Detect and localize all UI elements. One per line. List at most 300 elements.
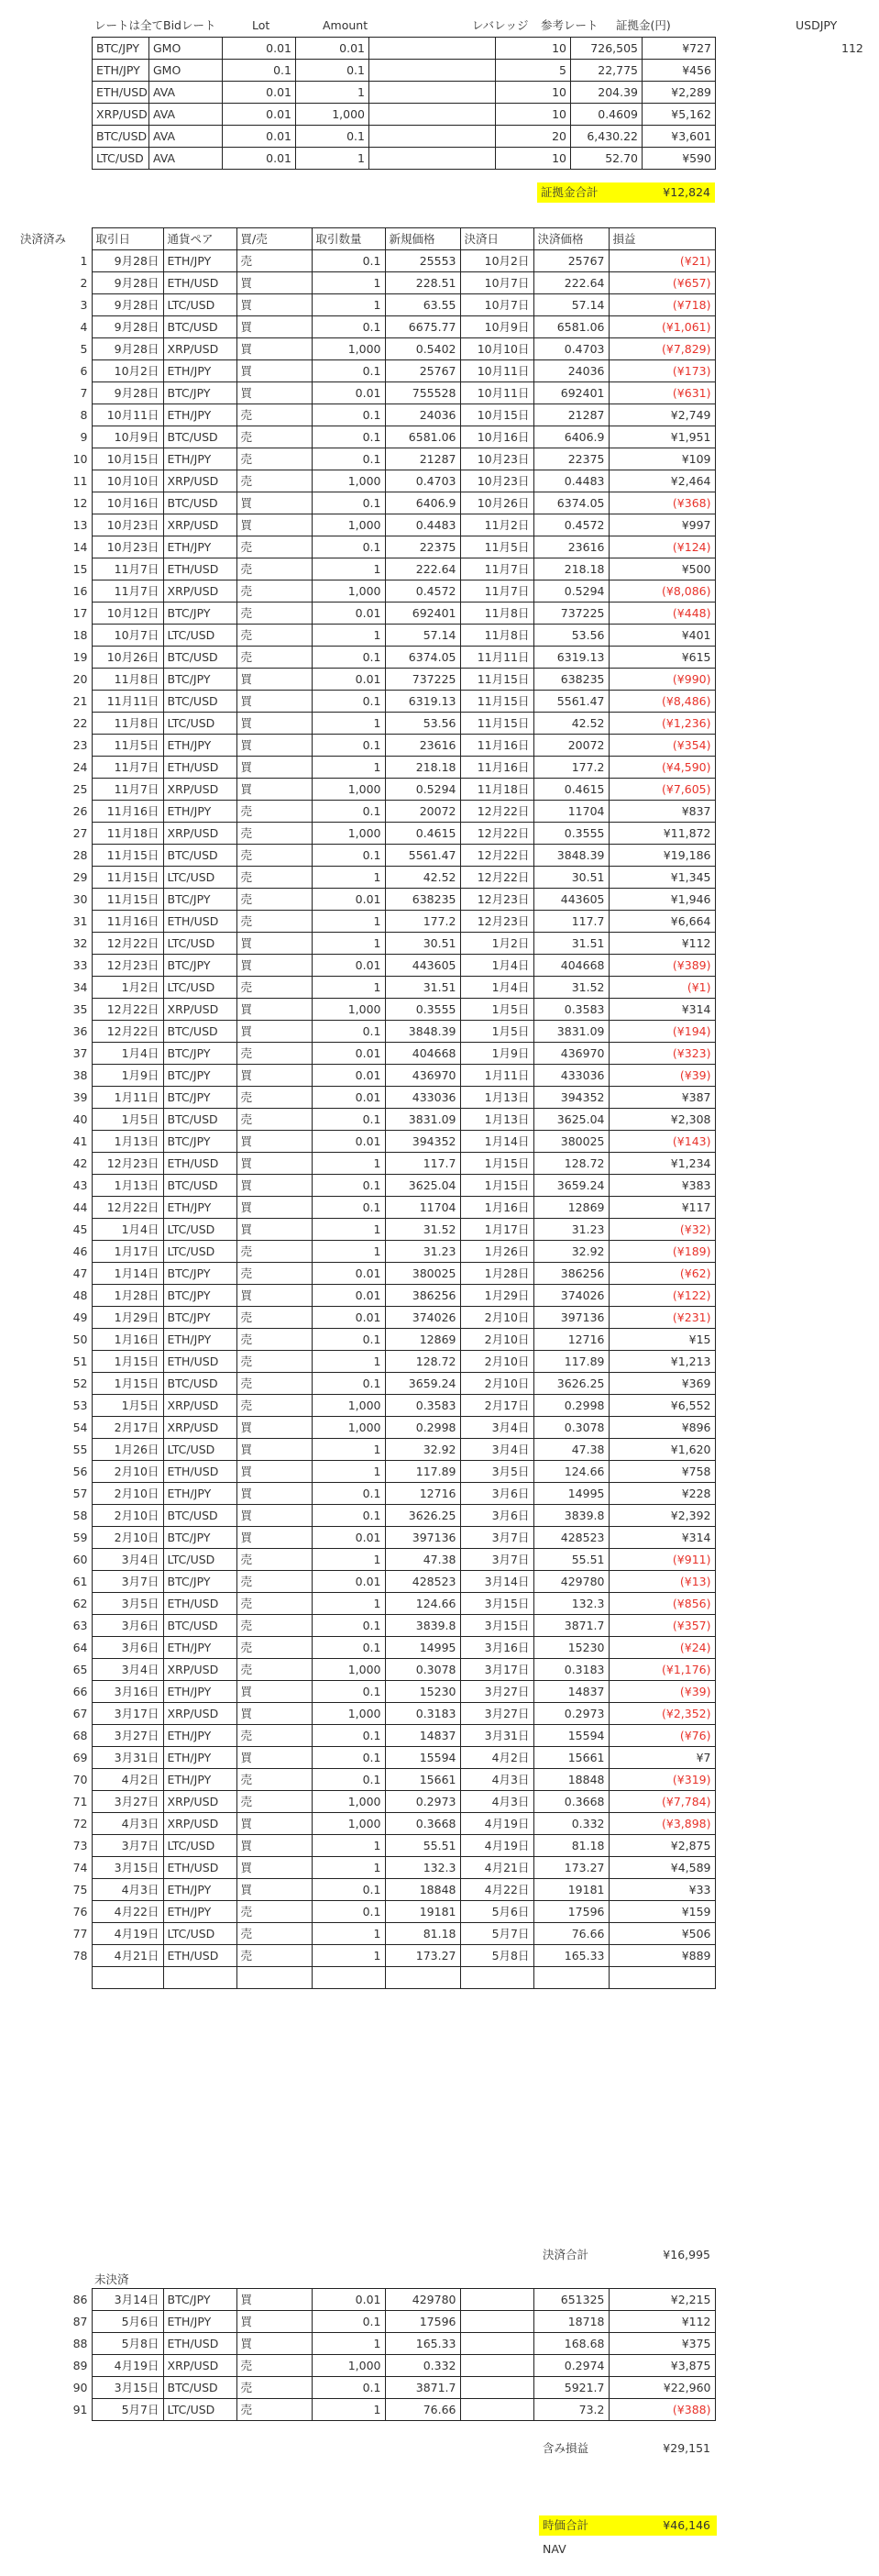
currency-pair: XRP/USD — [163, 1703, 236, 1725]
profit-loss: (¥990) — [609, 669, 715, 691]
close-price: 218.18 — [533, 558, 609, 580]
close-date: 2月10日 — [460, 1373, 533, 1395]
trade-row — [16, 757, 715, 779]
close-date: 12月22日 — [460, 823, 533, 845]
currency-pair: ETH/JPY — [163, 1879, 236, 1901]
side: 買 — [236, 1439, 312, 1461]
quantity: 0.01 — [312, 1285, 385, 1307]
currency-pair: ETH/USD — [163, 757, 236, 779]
profit-loss: ¥387 — [609, 1087, 715, 1109]
open-price: 436970 — [385, 1065, 460, 1087]
close-price: 394352 — [533, 1087, 609, 1109]
open-price: 755528 — [385, 382, 460, 404]
row-number: 63 — [72, 1618, 88, 1632]
close-price: 76.66 — [533, 1923, 609, 1945]
trade-row — [16, 2289, 715, 2311]
profit-loss: ¥837 — [609, 801, 715, 823]
close-price: 443605 — [533, 889, 609, 911]
open-price: 0.3183 — [385, 1703, 460, 1725]
row-number: 90 — [72, 2380, 88, 2394]
profit-loss: ¥1,213 — [609, 1351, 715, 1373]
trade-row — [16, 801, 715, 823]
quantity: 1 — [312, 1153, 385, 1175]
row-number: 38 — [72, 1067, 88, 1082]
row-number: 74 — [72, 1860, 88, 1874]
currency-pair: BTC/USD — [163, 1615, 236, 1637]
profit-loss: (¥1,061) — [609, 316, 715, 338]
close-date: 1月26日 — [460, 1241, 533, 1263]
close-price: 14837 — [533, 1681, 609, 1703]
close-price: 165.33 — [533, 1945, 609, 1967]
trade-row — [16, 558, 715, 580]
side: 買 — [236, 1021, 312, 1043]
currency-pair: XRP/USD — [163, 514, 236, 536]
open-price: 165.33 — [385, 2333, 460, 2355]
side: 売 — [236, 2399, 312, 2421]
close-price: 24036 — [533, 360, 609, 382]
margin-leverage: 5 — [496, 60, 571, 82]
trade-date: 3月15日 — [92, 2377, 163, 2399]
close-date: 4月19日 — [460, 1835, 533, 1857]
margin-amount: 1 — [296, 148, 369, 170]
quantity: 0.1 — [312, 1175, 385, 1197]
close-price: 31.23 — [533, 1219, 609, 1241]
quantity: 0.1 — [312, 1725, 385, 1747]
close-price: 0.2973 — [533, 1703, 609, 1725]
row-number: 66 — [72, 1684, 88, 1698]
margin-leverage: 20 — [496, 126, 571, 148]
trade-date: 3月27日 — [92, 1725, 163, 1747]
row-number: 26 — [72, 803, 88, 818]
close-price: 81.18 — [533, 1835, 609, 1857]
trade-row — [16, 2333, 715, 2355]
margin-ref-rate: 0.4609 — [571, 104, 643, 126]
currency-pair: ETH/JPY — [163, 1197, 236, 1219]
trade-row — [16, 1395, 715, 1417]
trade-row — [16, 1219, 715, 1241]
currency-pair: ETH/JPY — [163, 536, 236, 558]
quantity: 0.1 — [312, 316, 385, 338]
trade-row — [16, 867, 715, 889]
open-price: 81.18 — [385, 1923, 460, 1945]
row-number: 21 — [72, 693, 88, 708]
currency-pair: ETH/JPY — [163, 1725, 236, 1747]
trade-date: 1月17日 — [92, 1241, 163, 1263]
row-number: 49 — [72, 1310, 88, 1324]
trade-date: 9月28日 — [92, 294, 163, 316]
profit-loss: ¥889 — [609, 1945, 715, 1967]
currency-pair: BTC/JPY — [163, 1285, 236, 1307]
trade-row — [16, 1175, 715, 1197]
open-price: 3848.39 — [385, 1021, 460, 1043]
rate-note: レートは全てBidレート — [94, 18, 216, 32]
side: 買 — [236, 272, 312, 294]
quantity: 1,000 — [312, 2355, 385, 2377]
trade-row — [16, 669, 715, 691]
profit-loss: (¥8,486) — [609, 691, 715, 713]
trade-row — [16, 470, 715, 492]
close-date — [460, 2377, 533, 2399]
open-price: 5561.47 — [385, 845, 460, 867]
profit-loss: ¥19,186 — [609, 845, 715, 867]
close-price: 6374.05 — [533, 492, 609, 514]
currency-pair: ETH/JPY — [163, 360, 236, 382]
trade-date: 11月15日 — [92, 845, 163, 867]
currency-pair: ETH/USD — [163, 1153, 236, 1175]
open-price: 0.4615 — [385, 823, 460, 845]
close-price: 30.51 — [533, 867, 609, 889]
close-price: 3839.8 — [533, 1505, 609, 1527]
side: 売 — [236, 1945, 312, 1967]
empty-cell — [609, 1967, 715, 1989]
profit-loss: (¥194) — [609, 1021, 715, 1043]
close-date: 3月7日 — [460, 1549, 533, 1571]
currency-pair: BTC/USD — [163, 426, 236, 448]
trade-date: 11月15日 — [92, 889, 163, 911]
open-price: 30.51 — [385, 933, 460, 955]
profit-loss: (¥657) — [609, 272, 715, 294]
open-price: 124.66 — [385, 1593, 460, 1615]
trade-row — [16, 1197, 715, 1219]
margin-blank — [369, 148, 496, 170]
close-date: 11月5日 — [460, 536, 533, 558]
trade-row — [16, 250, 715, 272]
close-date: 4月3日 — [460, 1769, 533, 1791]
close-date — [460, 2289, 533, 2311]
quantity: 1 — [312, 977, 385, 999]
currency-pair: ETH/JPY — [163, 1901, 236, 1923]
quantity: 1 — [312, 625, 385, 647]
open-price: 132.3 — [385, 1857, 460, 1879]
side: 買 — [236, 316, 312, 338]
side: 買 — [236, 669, 312, 691]
close-date: 1月13日 — [460, 1087, 533, 1109]
profit-loss: ¥6,552 — [609, 1395, 715, 1417]
close-price: 404668 — [533, 955, 609, 977]
currency-pair: BTC/USD — [163, 1021, 236, 1043]
close-price: 0.4615 — [533, 779, 609, 801]
open-price: 63.55 — [385, 294, 460, 316]
open-price: 0.3583 — [385, 1395, 460, 1417]
currency-pair: BTC/USD — [163, 492, 236, 514]
trade-date: 10月26日 — [92, 647, 163, 669]
quantity: 1,000 — [312, 1703, 385, 1725]
trade-date: 1月13日 — [92, 1131, 163, 1153]
trade-row — [16, 1923, 715, 1945]
row-number: 37 — [72, 1045, 88, 1060]
trade-row — [16, 1109, 715, 1131]
side: 売 — [236, 448, 312, 470]
close-date: 10月23日 — [460, 448, 533, 470]
profit-loss: (¥856) — [609, 1593, 715, 1615]
quantity: 1,000 — [312, 1813, 385, 1835]
open-price: 31.23 — [385, 1241, 460, 1263]
quantity: 0.01 — [312, 1065, 385, 1087]
settled-total-label: 決済合計 — [543, 2248, 589, 2261]
close-date: 1月13日 — [460, 1109, 533, 1131]
close-price: 429780 — [533, 1571, 609, 1593]
trade-row — [16, 1703, 715, 1725]
open-price: 394352 — [385, 1131, 460, 1153]
trade-date: 3月31日 — [92, 1747, 163, 1769]
open-price: 0.4572 — [385, 580, 460, 603]
trade-row — [16, 889, 715, 911]
close-date: 10月10日 — [460, 338, 533, 360]
quantity: 0.1 — [312, 448, 385, 470]
close-price: 433036 — [533, 1065, 609, 1087]
currency-pair: ETH/JPY — [163, 1747, 236, 1769]
row-number: 51 — [72, 1354, 88, 1368]
trade-row — [16, 735, 715, 757]
close-price: 15594 — [533, 1725, 609, 1747]
currency-pair: BTC/JPY — [163, 1043, 236, 1065]
open-price: 3659.24 — [385, 1373, 460, 1395]
trade-row — [16, 1285, 715, 1307]
row-number: 45 — [72, 1222, 88, 1236]
side: 売 — [236, 1659, 312, 1681]
side: 買 — [236, 2311, 312, 2333]
row-number: 64 — [72, 1640, 88, 1654]
margin-ref-rate: 204.39 — [571, 82, 643, 104]
profit-loss: ¥112 — [609, 2311, 715, 2333]
side: 売 — [236, 1351, 312, 1373]
side: 買 — [236, 360, 312, 382]
trade-date: 12月22日 — [92, 999, 163, 1021]
trade-date: 3月16日 — [92, 1681, 163, 1703]
open-price: 15594 — [385, 1747, 460, 1769]
trade-row — [16, 647, 715, 669]
settled-column-header: 決済済み — [20, 231, 67, 246]
close-price: 22375 — [533, 448, 609, 470]
margin-lot: 0.01 — [223, 38, 296, 60]
close-price: 124.66 — [533, 1461, 609, 1483]
currency-pair: BTC/USD — [163, 845, 236, 867]
row-number: 69 — [72, 1750, 88, 1764]
close-price: 20072 — [533, 735, 609, 757]
empty-cell — [460, 1967, 533, 1989]
close-price: 6319.13 — [533, 647, 609, 669]
close-price: 0.3668 — [533, 1791, 609, 1813]
row-number: 61 — [72, 1574, 88, 1588]
profit-loss: (¥1) — [609, 977, 715, 999]
trade-date: 10月2日 — [92, 360, 163, 382]
trade-row — [16, 338, 715, 360]
trade-row — [16, 779, 715, 801]
row-number: 87 — [72, 2314, 88, 2328]
trade-date: 10月15日 — [92, 448, 163, 470]
currency-pair: BTC/JPY — [163, 603, 236, 625]
currency-pair: XRP/USD — [163, 1417, 236, 1439]
trade-date: 4月3日 — [92, 1813, 163, 1835]
trade-row — [16, 272, 715, 294]
profit-loss: ¥383 — [609, 1175, 715, 1197]
side: 売 — [236, 801, 312, 823]
margin-row — [93, 60, 716, 82]
trade-date: 3月6日 — [92, 1615, 163, 1637]
close-price: 5561.47 — [533, 691, 609, 713]
close-date: 1月4日 — [460, 977, 533, 999]
trade-date: 10月12日 — [92, 603, 163, 625]
trade-date: 1月16日 — [92, 1329, 163, 1351]
close-date: 11月16日 — [460, 757, 533, 779]
close-date: 3月5日 — [460, 1461, 533, 1483]
open-price: 0.3078 — [385, 1659, 460, 1681]
side: 買 — [236, 1703, 312, 1725]
profit-loss: (¥62) — [609, 1263, 715, 1285]
currency-pair: ETH/JPY — [163, 250, 236, 272]
side: 売 — [236, 977, 312, 999]
row-number: 19 — [72, 649, 88, 664]
trade-date: 2月17日 — [92, 1417, 163, 1439]
margin-ref-rate: 22,775 — [571, 60, 643, 82]
open-price: 42.52 — [385, 867, 460, 889]
profit-loss: (¥122) — [609, 1285, 715, 1307]
profit-loss: (¥1,176) — [609, 1659, 715, 1681]
side: 買 — [236, 514, 312, 536]
side: 買 — [236, 1747, 312, 1769]
trade-date: 3月7日 — [92, 1571, 163, 1593]
quantity: 0.1 — [312, 1109, 385, 1131]
side: 売 — [236, 1637, 312, 1659]
close-date: 2月10日 — [460, 1307, 533, 1329]
open-price: 6581.06 — [385, 426, 460, 448]
trade-date: 10月11日 — [92, 404, 163, 426]
profit-loss: ¥117 — [609, 1197, 715, 1219]
open-price: 433036 — [385, 1087, 460, 1109]
quantity: 1,000 — [312, 823, 385, 845]
profit-loss: ¥369 — [609, 1373, 715, 1395]
close-price: 177.2 — [533, 757, 609, 779]
margin-blank — [369, 60, 496, 82]
profit-loss: ¥758 — [609, 1461, 715, 1483]
close-date: 1月5日 — [460, 999, 533, 1021]
profit-loss: (¥39) — [609, 1065, 715, 1087]
trade-row — [16, 2311, 715, 2333]
currency-pair: ETH/JPY — [163, 448, 236, 470]
trade-row — [16, 1483, 715, 1505]
currency-pair: LTC/USD — [163, 977, 236, 999]
profit-loss: (¥354) — [609, 735, 715, 757]
profit-loss: (¥76) — [609, 1725, 715, 1747]
row-number: 58 — [72, 1508, 88, 1522]
close-date: 2月10日 — [460, 1329, 533, 1351]
close-price: 397136 — [533, 1307, 609, 1329]
trade-date: 5月8日 — [92, 2333, 163, 2355]
trade-date: 1月4日 — [92, 1219, 163, 1241]
quantity: 1,000 — [312, 470, 385, 492]
close-date: 1月4日 — [460, 955, 533, 977]
close-date: 3月31日 — [460, 1725, 533, 1747]
close-date: 10月7日 — [460, 294, 533, 316]
row-number: 22 — [72, 715, 88, 730]
profit-loss: ¥1,234 — [609, 1153, 715, 1175]
quantity: 0.1 — [312, 2377, 385, 2399]
trade-row — [16, 999, 715, 1021]
row-number: 56 — [72, 1464, 88, 1478]
trade-date: 9月28日 — [92, 382, 163, 404]
ref-rate-header: 参考レート — [541, 18, 599, 32]
trade-row — [16, 1153, 715, 1175]
open-price: 177.2 — [385, 911, 460, 933]
close-date: 4月3日 — [460, 1791, 533, 1813]
margin-ref-rate: 726,505 — [571, 38, 643, 60]
profit-loss: (¥7,829) — [609, 338, 715, 360]
currency-pair: XRP/USD — [163, 338, 236, 360]
quantity: 0.1 — [312, 1373, 385, 1395]
trade-date: 9月28日 — [92, 272, 163, 294]
side: 売 — [236, 470, 312, 492]
close-price: 0.3183 — [533, 1659, 609, 1681]
trade-row — [16, 1351, 715, 1373]
trade-row — [16, 1043, 715, 1065]
currency-pair: ETH/JPY — [163, 404, 236, 426]
trade-row — [16, 1901, 715, 1923]
close-price: 173.27 — [533, 1857, 609, 1879]
currency-pair: BTC/USD — [163, 2377, 236, 2399]
close-date: 1月17日 — [460, 1219, 533, 1241]
trade-date: 11月8日 — [92, 669, 163, 691]
currency-pair: ETH/USD — [163, 272, 236, 294]
side: 買 — [236, 1219, 312, 1241]
quantity: 0.01 — [312, 1131, 385, 1153]
open-price: 0.2973 — [385, 1791, 460, 1813]
row-number: 32 — [72, 935, 88, 950]
currency-pair: XRP/USD — [163, 1659, 236, 1681]
quantity: 0.1 — [312, 1021, 385, 1043]
quantity: 0.1 — [312, 845, 385, 867]
trade-date: 11月16日 — [92, 911, 163, 933]
close-price: 222.64 — [533, 272, 609, 294]
close-price: 0.4483 — [533, 470, 609, 492]
profit-loss: (¥319) — [609, 1769, 715, 1791]
currency-pair: LTC/USD — [163, 1439, 236, 1461]
margin-broker: GMO — [149, 60, 223, 82]
open-price: 737225 — [385, 669, 460, 691]
close-price: 692401 — [533, 382, 609, 404]
quantity: 0.1 — [312, 404, 385, 426]
close-date: 1月16日 — [460, 1197, 533, 1219]
close-price: 3831.09 — [533, 1021, 609, 1043]
currency-pair: LTC/USD — [163, 1549, 236, 1571]
row-number: 12 — [72, 495, 88, 510]
close-price: 32.92 — [533, 1241, 609, 1263]
close-date: 1月9日 — [460, 1043, 533, 1065]
quantity: 0.01 — [312, 382, 385, 404]
side: 売 — [236, 580, 312, 603]
trade-row — [16, 955, 715, 977]
row-number: 50 — [72, 1332, 88, 1346]
quantity: 0.1 — [312, 426, 385, 448]
quantity: 0.01 — [312, 889, 385, 911]
close-date: 3月27日 — [460, 1681, 533, 1703]
currency-pair: BTC/JPY — [163, 1087, 236, 1109]
quantity: 0.1 — [312, 2311, 385, 2333]
trade-row — [16, 2377, 715, 2399]
profit-loss: (¥389) — [609, 955, 715, 977]
close-date: 11月15日 — [460, 669, 533, 691]
margin-blank — [369, 82, 496, 104]
currency-pair: BTC/JPY — [163, 382, 236, 404]
close-date: 1月15日 — [460, 1175, 533, 1197]
trade-date: 10月23日 — [92, 514, 163, 536]
empty-cell — [163, 1967, 236, 1989]
profit-loss: ¥228 — [609, 1483, 715, 1505]
quantity: 0.1 — [312, 1681, 385, 1703]
side: 売 — [236, 404, 312, 426]
currency-pair: ETH/JPY — [163, 1483, 236, 1505]
side: 買 — [236, 2289, 312, 2311]
currency-pair: BTC/USD — [163, 1373, 236, 1395]
